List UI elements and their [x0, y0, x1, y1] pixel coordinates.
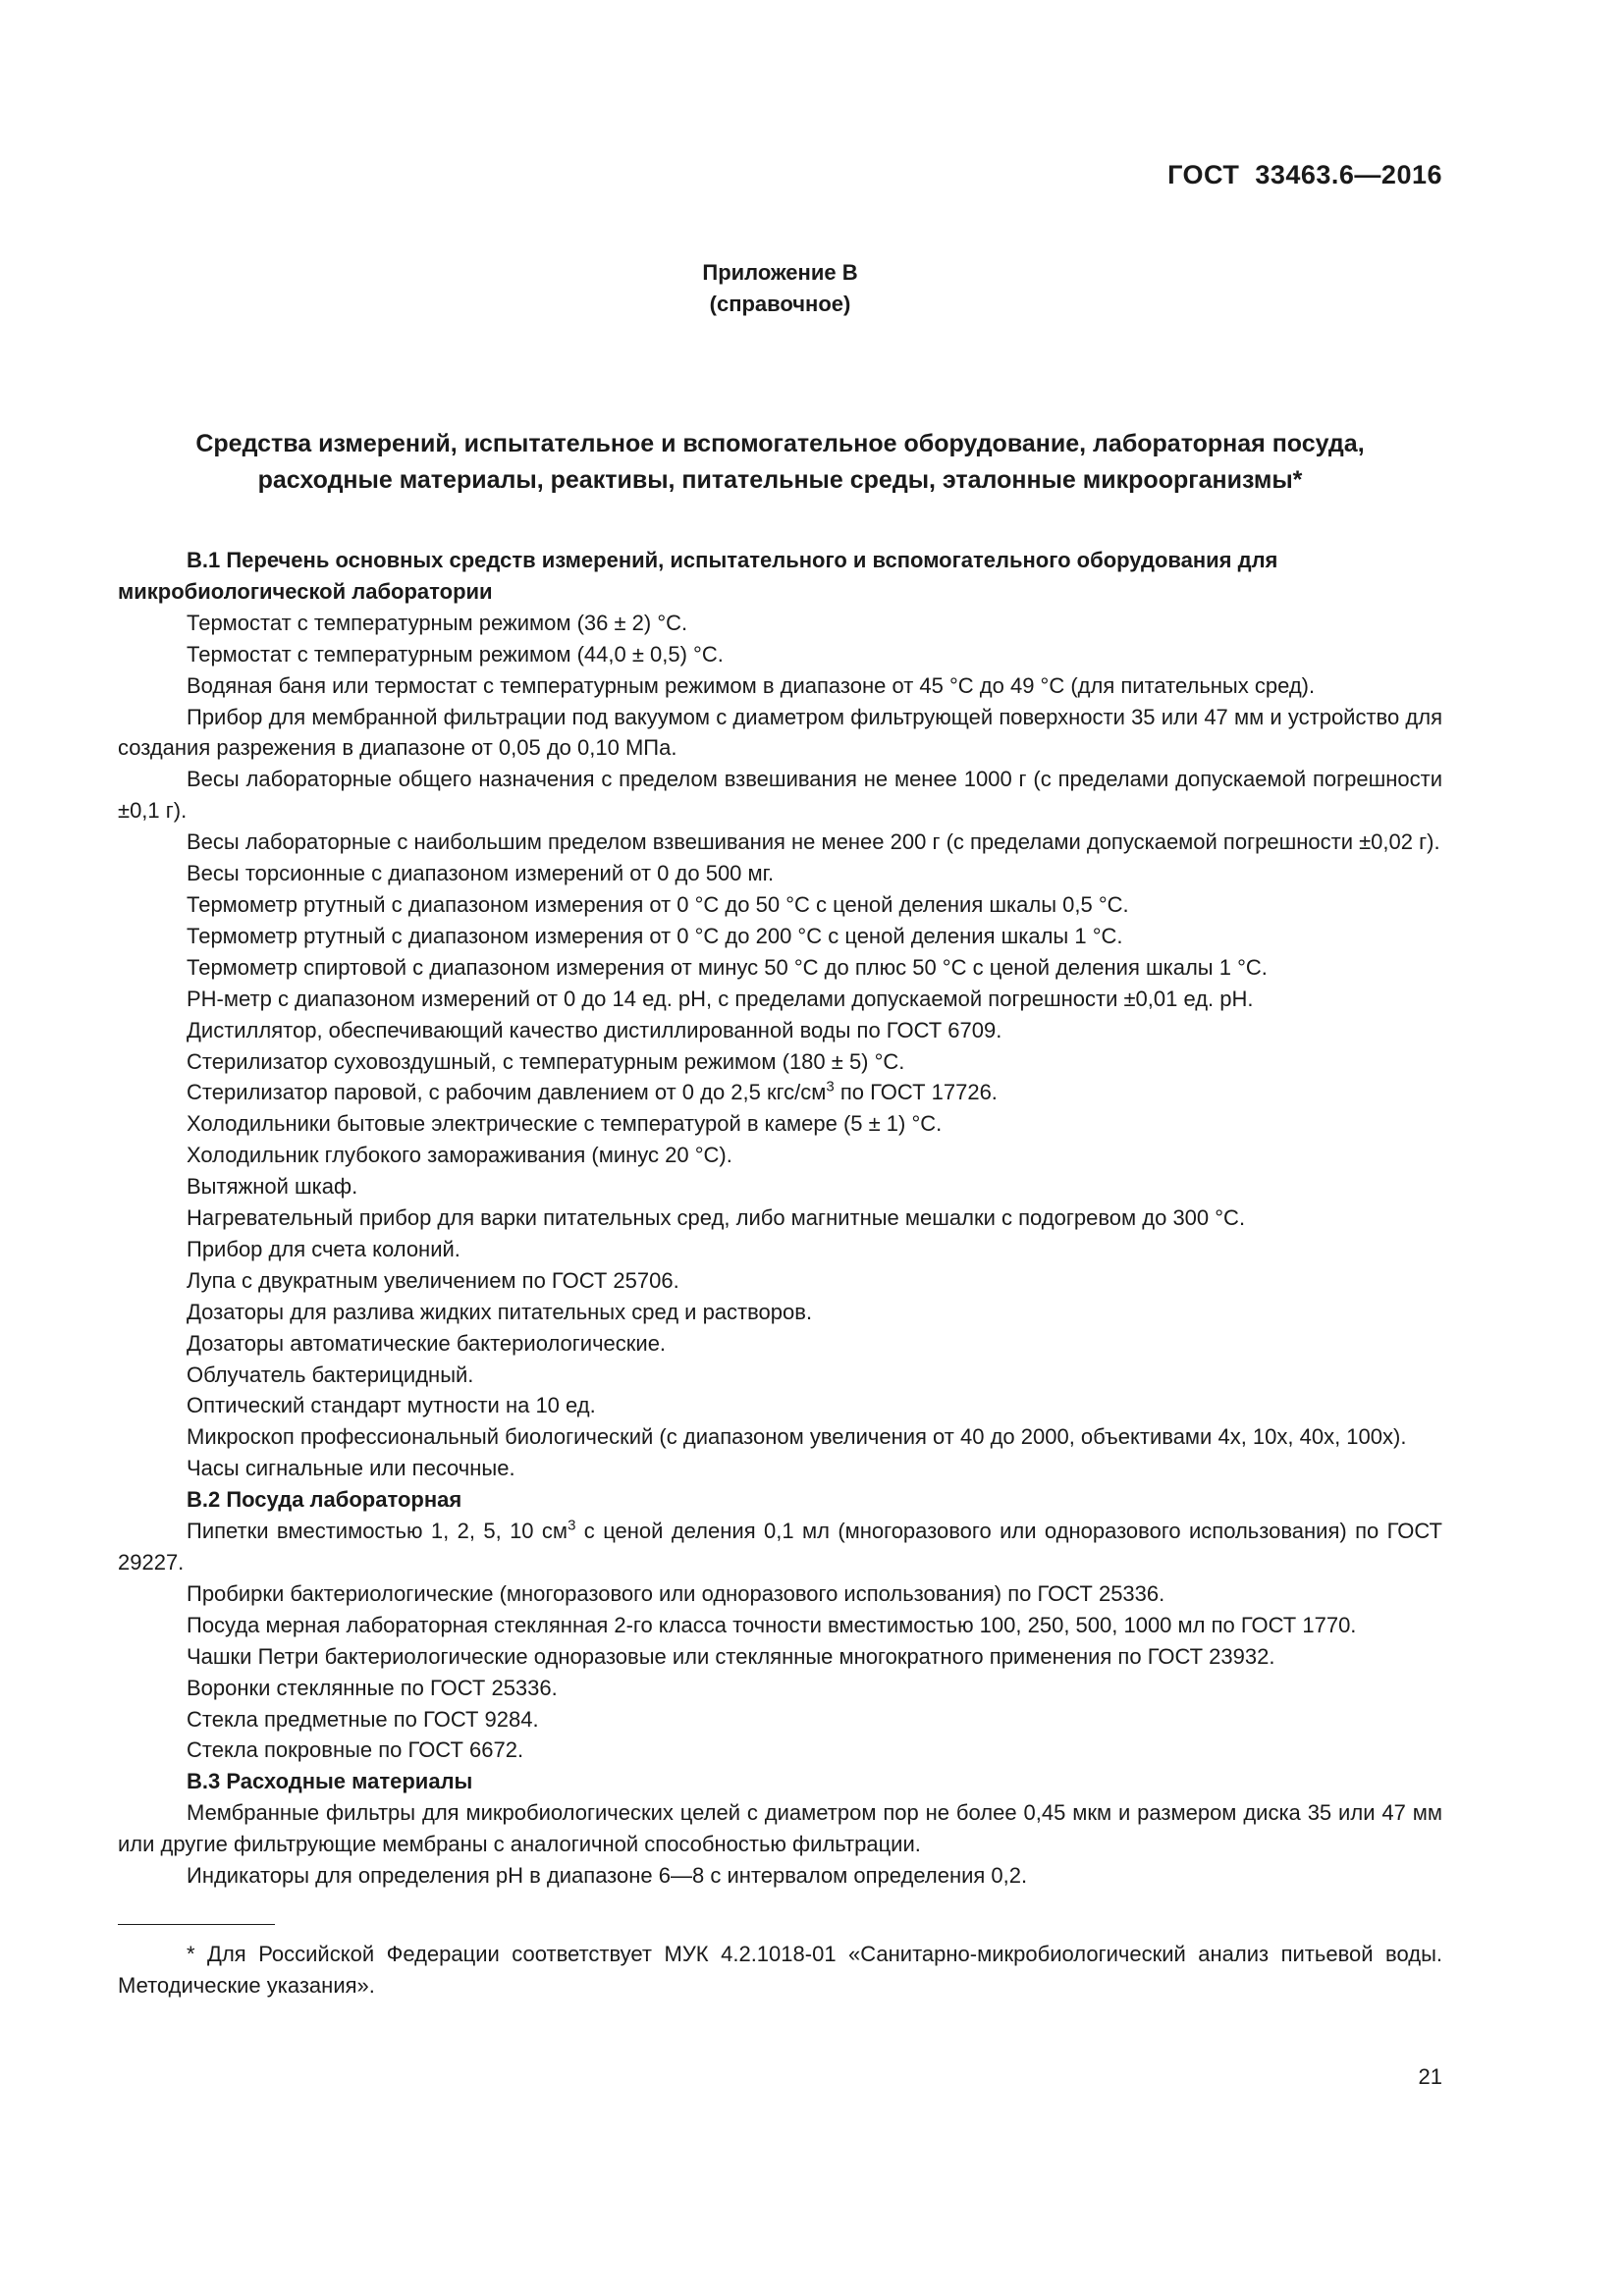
paragraph: Оптический стандарт мутности на 10 ед. — [187, 1393, 596, 1418]
appendix-label: Приложение В — [702, 260, 858, 285]
superscript: 3 — [568, 1517, 576, 1534]
appendix-kind: (справочное) — [709, 292, 851, 316]
paragraph: Стекла предметные по ГОСТ 9284. — [187, 1706, 539, 1732]
paragraph: Холодильник глубокого замораживания (минус 20 °С). — [187, 1143, 732, 1168]
paragraph: Чашки Петри бактериологические одноразовые или стеклянные многократного применения по ГОСТ 23932. — [187, 1643, 1275, 1669]
paragraph: Прибор для мембранной фильтрации под вакуумом с диаметром фильтрующей поверхности 35 или 47 мм и устройство для создания разрежения в диапазоне от 0,05 до 0,10 МПа. — [118, 704, 1442, 761]
paragraph: Стерилизатор суховоздушный, с температурным режимом (180 ± 5) °С. — [187, 1048, 905, 1074]
footnote: * Для Российской Федерации соответствует МУК 4.2.1018-01 «Санитарно-микробиологический анализ питьевой воды. Методические указания». — [118, 1941, 1442, 1998]
paragraph: Термометр ртутный с диапазоном измерения от 0 °С до 50 °С с ценой деления шкалы 0,5 °С. — [187, 891, 1129, 917]
appendix-content — [118, 545, 1442, 2002]
section-heading-b3: В.3 Расходные материалы — [187, 1769, 473, 1794]
paragraph: Термостат с температурным режимом (44,0 ± 0,5) °С. — [187, 641, 724, 667]
section-heading-b2: В.2 Посуда лабораторная — [187, 1487, 462, 1513]
paragraph: Дозаторы для разлива жидких питательных сред и растворов. — [187, 1299, 813, 1324]
page-number: 21 — [1418, 2064, 1442, 2089]
paragraph: Стекла покровные по ГОСТ 6672. — [187, 1737, 524, 1763]
paragraph: Дистиллятор, обеспечивающий качество дистиллированной воды по ГОСТ 6709. — [187, 1017, 1002, 1042]
appendix-title-line-2: расходные материалы, реактивы, питательные среды, эталонные микроорганизмы* — [257, 466, 1303, 494]
pipettes-text-end: с ценой деления 0,1 мл (многоразового или одноразового использования) по ГОСТ 29227. — [118, 1519, 1442, 1575]
pipettes-text: Пипетки вместимостью 1, 2, 5, 10 см — [187, 1519, 568, 1544]
appendix-title — [118, 426, 1442, 499]
paragraph: Облучатель бактерицидный. — [187, 1362, 474, 1387]
steam-sterilizer-text: Стерилизатор паровой, с рабочим давлением от 0 до 2,5 кгс/см — [187, 1080, 827, 1105]
footnote-divider — [118, 1924, 275, 1925]
paragraph: Часы сигнальные или песочные. — [187, 1456, 515, 1481]
steam-sterilizer-text-end: по ГОСТ 17726. — [834, 1080, 998, 1105]
paragraph: Прибор для счета колоний. — [187, 1236, 460, 1261]
paragraph: Индикаторы для определения рН в диапазоне 6—8 с интервалом определения 0,2. — [187, 1863, 1028, 1889]
paragraph: Холодильники бытовые электрические с температурой в камере (5 ± 1) °С. — [187, 1111, 943, 1137]
paragraph: Термометр спиртовой с диапазоном измерения от минус 50 °С до плюс 50 °С с ценой деления шкалы 1 °С. — [187, 954, 1268, 980]
appendix-heading — [118, 257, 1442, 320]
superscript: 3 — [826, 1079, 835, 1096]
paragraph: Посуда мерная лабораторная стеклянная 2-го класса точности вместимостью 100, 250, 500, 1000 мл по ГОСТ 1770. — [187, 1612, 1357, 1637]
appendix-title-line-1: Средства измерений, испытательное и вспомогательное оборудование, лабораторная посуда, — [195, 430, 1365, 457]
paragraph: Мембранные фильтры для микробиологических целей с диаметром пор не более 0,45 мкм и размером диска 35 или 47 мм или другие фильтрующие мембраны с аналогичной способностью фильтрации. — [118, 1800, 1442, 1857]
paragraph: Вытяжной шкаф. — [187, 1174, 358, 1200]
paragraph: Лупа с двукратным увеличением по ГОСТ 25706. — [187, 1267, 679, 1293]
document-id: ГОСТ 33463.6—2016 — [1167, 160, 1442, 189]
paragraph: Дозаторы автоматические бактериологические. — [187, 1330, 667, 1356]
paragraph: Весы торсионные с диапазоном измерений от 0 до 500 мг. — [187, 861, 775, 886]
paragraph-pipettes — [118, 1516, 1442, 1578]
paragraph: РН-метр с диапазоном измерений от 0 до 14 ед. рН, с пределами допускаемой погрешности ±0,01 ед. рН. — [187, 986, 1254, 1011]
paragraph: Термометр ртутный с диапазоном измерения от 0 °С до 200 °С с ценой деления шкалы 1 °С. — [187, 923, 1123, 948]
paragraph-steam-sterilizer — [118, 1077, 1442, 1108]
paragraph: Нагревательный прибор для варки питательных сред, либо магнитные мешалки с подогревом до 300 °С. — [187, 1205, 1246, 1231]
paragraph: Весы лабораторные с наибольшим пределом взвешивания не менее 200 г (с пределами допускаемой погрешности ±0,02 г). — [187, 829, 1440, 855]
paragraph: Микроскоп профессиональный биологический (с диапазоном увеличения от 40 до 2000, объективами 4х, 10х, 40х, 100х). — [187, 1424, 1407, 1450]
section-heading-b1: В.1 Перечень основных средств измерений, испытательного и вспомогательного оборудования для микробиологической лаборатории — [118, 548, 1278, 604]
paragraph: Термостат с температурным режимом (36 ± 2) °С. — [187, 610, 688, 635]
paragraph: Весы лабораторные общего назначения с пределом взвешивания не менее 1000 г (с пределами допускаемой погрешности ±0,1 г). — [118, 767, 1442, 824]
paragraph: Воронки стеклянные по ГОСТ 25336. — [187, 1675, 558, 1700]
paragraph: Водяная баня или термостат с температурным режимом в диапазоне от 45 °С до 49 °С (для питательных сред). — [187, 672, 1316, 698]
paragraph: Пробирки бактериологические (многоразового или одноразового использования) по ГОСТ 25336. — [187, 1580, 1165, 1606]
